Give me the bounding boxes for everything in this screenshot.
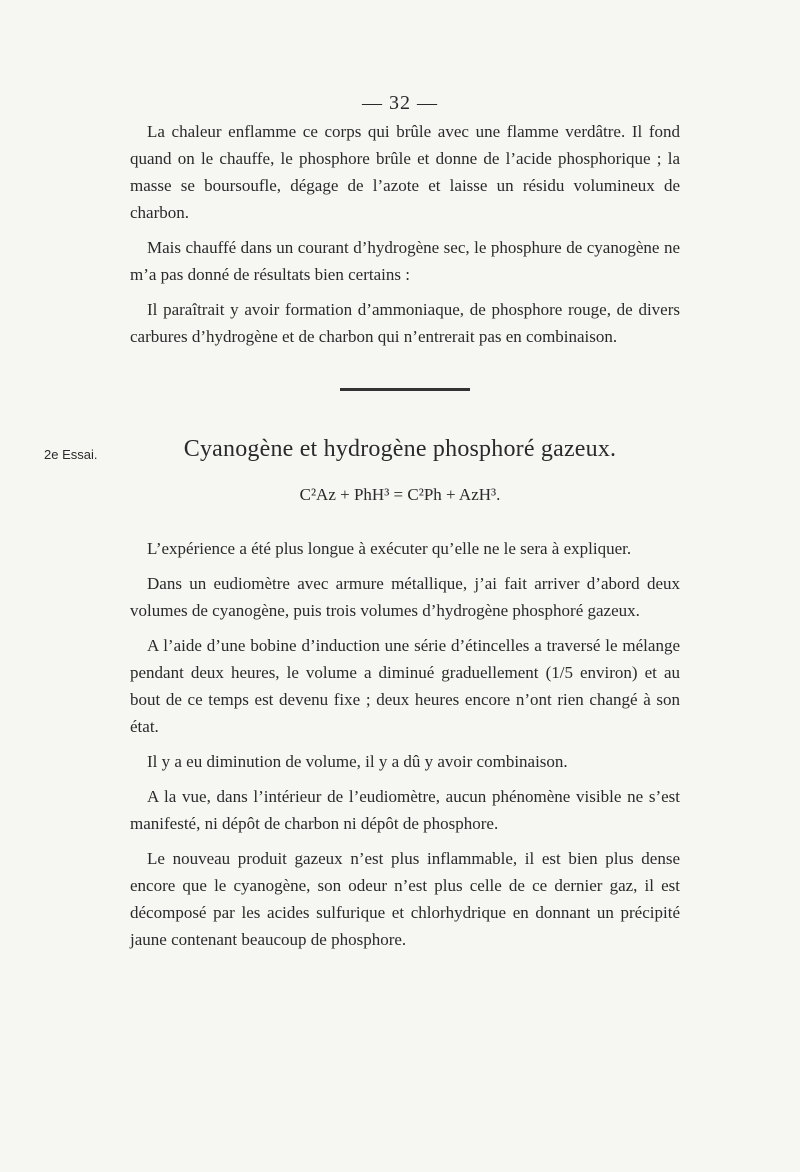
text-block-1 [130,118,680,358]
paragraph: Le nouveau produit gazeux n’est plus inflammable, il est bien plus dense encore que le cyanogène, son odeur n’est plus celle de ce dernier gaz, il est décomposé par les acides sulfurique et chlorhydrique en donnant un précipité jaune contenant beaucoup de phosphore. [130,849,680,949]
page-number: — 32 — [362,92,438,114]
paragraph: Il paraîtrait y avoir formation d’ammoniaque, de phosphore rouge, de divers carbures d’hydrogène et de charbon qui n’entrerait pas en combinaison. [130,300,680,346]
paragraph: Dans un eudiomètre avec armure métallique, j’ai fait arriver d’abord deux volumes de cyanogène, puis trois volumes d’hydrogène phosphoré gazeux. [130,574,680,620]
chemical-formula: C²Az + PhH³ = C²Ph + AzH³. [299,485,501,504]
margin-note: 2e Essai. [44,447,98,462]
text-block-2 [130,535,680,961]
paragraph: A la vue, dans l’intérieur de l’eudiomètre, aucun phénomène visible ne s’est manifesté, ni dépôt de charbon ni dépôt de phosphore. [130,787,680,833]
section-divider [340,388,470,391]
paragraph: Il y a eu diminution de volume, il y a dû y avoir combinaison. [147,752,568,771]
paragraph: L’expérience a été plus longue à exécuter qu’elle ne le sera à expliquer. [147,539,632,558]
paragraph: A l’aide d’une bobine d’induction une série d’étincelles a traversé le mélange pendant deux heures, le volume a diminué graduellement (1/5 environ) et au bout de ce temps est devenu fixe ; deux heures encore n’ont rien changé à son état. [130,636,680,736]
paragraph: Mais chauffé dans un courant d’hydrogène sec, le phosphure de cyanogène ne m’a pas donné de résultats bien certains : [130,238,680,284]
section-title: Cyanogène et hydrogène phosphoré gazeux. [183,436,617,462]
paragraph: La chaleur enflamme ce corps qui brûle avec une flamme verdâtre. Il fond quand on le chauffe, le phosphore brûle et donne de l’acide phosphorique ; la masse se boursoufle, dégage de l’azote et laisse un résidu volumineux de charbon. [130,122,680,222]
